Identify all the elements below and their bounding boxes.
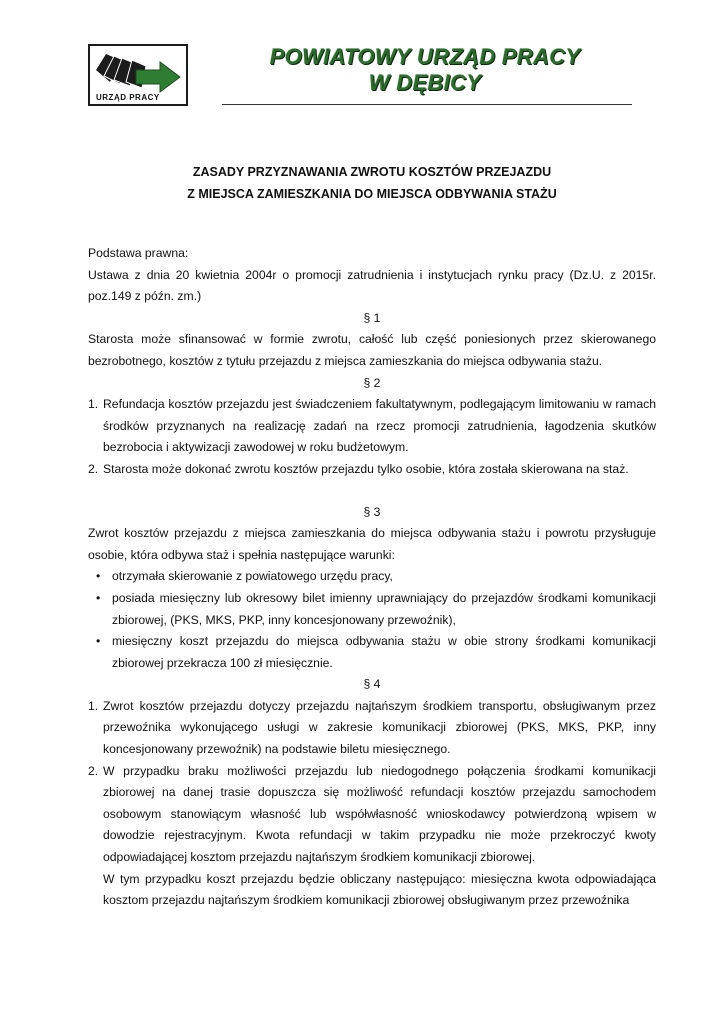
list-item <box>88 459 656 481</box>
list-item-text: Zwrot kosztów przejazdu dotyczy przejazdu najtańszym środkiem transportu, obsługiwanym przez przewoźnika wykonującego usługi w zakresie komunikacji zbiorowej (PKS, MKS, PKP, inny koncesjonowany przewoźnik) na podstawie biletu miesięcznego. <box>103 698 656 757</box>
section-4-heading: § 4 <box>363 677 381 692</box>
list-item-text: posiada miesięczny lub okresowy bilet imienny uprawniający do przejazdów środkami komunikacji zbiorowej, (PKS, MKS, PKP, inny koncesjonowany przewoźnik), <box>112 590 656 627</box>
bullet-icon: • <box>96 634 101 649</box>
list-item-text: Refundacja kosztów przejazdu jest świadczeniem fakultatywnym, podlegającym limitowaniu w ramach środków przyznanych na realizację zadań na rzecz promocji zatrudnienia, łagodzenia skutków bezrobocia i aktywizacji zawodowej w roku budżetowym. <box>103 397 656 455</box>
list-item <box>88 566 656 588</box>
section-4-list <box>88 696 656 912</box>
document-title-line2: Z MIEJSCA ZAMIESZKANIA DO MIEJSCA ODBYWANIA STAŻU <box>187 187 557 201</box>
list-item-text: W przypadku braku możliwości przejazdu lub niedogodnego połączenia środkami komunikacji zbiorowej na danej trasie dopuszcza się możliwość refundacji kosztów przejazdu samochodem osobowym stanowiącym własność lub współwłasność wnioskodawcy potwierdzoną wpisem w dowodzie rejestracyjnym. Kwota refundacji w takim przypadku nie może przekroczyć kwoty odpowiadającej kosztom przejazdu najtańszym środkiem komunikacji zbiorowej. <box>103 763 656 865</box>
section-1-text: Starosta może sfinansować w formie zwrotu, całość lub część poniesionych przez skierowanego bezrobotnego, kosztów z tytułu przejazdu z miejsca zamieszkania do miejsca odbywania stażu. <box>88 332 656 368</box>
list-item-number: 2. <box>88 763 99 778</box>
list-item <box>88 761 656 912</box>
section-3-conditions <box>88 566 656 674</box>
list-item <box>88 696 656 761</box>
list-item-continuation: W tym przypadku koszt przejazdu będzie obliczany następująco: miesięczna kwota odpowiadająca kosztom przejazdu najtańszym środkiem komunikacji zbiorowej obsługiwanym przez przewoźnika <box>103 871 656 908</box>
spacer <box>88 481 656 502</box>
office-logo <box>88 44 188 106</box>
legal-basis-text: Ustawa z dnia 20 kwietnia 2004r o promocji zatrudnienia i instytucjach rynku pracy (Dz.U. z 2015r. poz.149 z późn. zm.) <box>88 267 656 304</box>
logo-caption: URZĄD PRACY <box>96 93 160 102</box>
section-1-heading: § 1 <box>363 310 381 325</box>
document-body <box>88 243 656 912</box>
bullet-icon: • <box>96 569 101 584</box>
list-item-text: otrzymała skierowanie z powiatowego urzędu pracy, <box>112 569 393 584</box>
header-divider <box>222 104 632 105</box>
list-item-number: 1. <box>88 698 99 713</box>
section-2-heading: § 2 <box>363 375 381 390</box>
document-title <box>88 161 656 205</box>
list-item <box>88 588 656 631</box>
section-2-list <box>88 394 656 480</box>
office-name <box>225 44 625 96</box>
bullet-icon: • <box>96 590 101 605</box>
section-3-intro: Zwrot kosztów przejazdu z miejsca zamieszkania do miejsca odbywania stażu i powrotu przysługuje osobie, która odbywa staż i spełnia następujące warunki: <box>88 526 656 562</box>
office-name-line1: POWIATOWY URZĄD PRACY <box>269 44 581 69</box>
list-item-number: 2. <box>88 461 99 476</box>
list-item-number: 1. <box>88 397 99 412</box>
document-title-line1: ZASADY PRZYZNAWANIA ZWROTU KOSZTÓW PRZEJAZDU <box>192 165 552 179</box>
list-item <box>88 394 656 459</box>
list-item-text: miesięczny koszt przejazdu do miejsca odbywania stażu w obie strony środkami komunikacji zbiorowej przekracza 100 zł miesięcznie. <box>112 634 656 670</box>
list-item-text: Starosta może dokonać zwrotu kosztów przejazdu tylko osobie, która została skierowana na staż. <box>103 461 629 476</box>
section-3-heading: § 3 <box>363 504 381 519</box>
office-name-line2: W DĘBICY <box>368 70 482 95</box>
list-item <box>88 631 656 674</box>
legal-basis-label: Podstawa prawna: <box>88 246 189 260</box>
